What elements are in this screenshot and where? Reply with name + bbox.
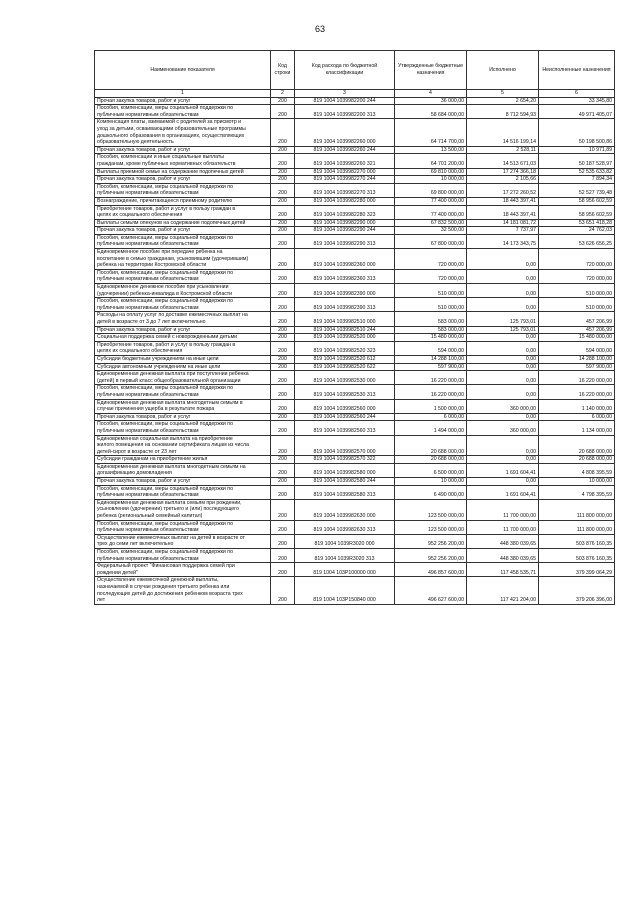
table-row xyxy=(95,269,615,283)
unexecuted-amount-cell: 52 527 739,48 xyxy=(539,183,615,197)
budget-classification-cell: 819 1004 1039982510 000 xyxy=(295,312,395,326)
approved-amount-cell: 58 684 000,00 xyxy=(395,105,467,119)
budget-classification-cell: 819 1004 1039982520 622 xyxy=(295,363,395,371)
table-row xyxy=(95,105,615,119)
table-row xyxy=(95,549,615,563)
budget-classification-cell: 819 1004 1039982580 313 xyxy=(295,485,395,499)
budget-classification-cell: 819 1004 1039982510 244 xyxy=(295,326,395,334)
budget-classification-cell: 819 1004 1039982270 244 xyxy=(295,176,395,184)
executed-amount-cell: 0,00 xyxy=(467,385,539,399)
indicator-name-cell: Пособия, компенсации, меры социальной поддержки по публичным нормативным обязательствам xyxy=(95,385,271,399)
approved-amount-cell: 77 400 000,00 xyxy=(395,197,467,205)
budget-classification-cell: 819 1004 1039982290 244 xyxy=(295,227,395,235)
table-body xyxy=(95,97,615,604)
budget-classification-cell: 819 1004 1039982570 000 xyxy=(295,435,395,456)
approved-amount-cell: 6 490 000,00 xyxy=(395,485,467,499)
unexecuted-amount-cell: 510 000,00 xyxy=(539,284,615,298)
table-row xyxy=(95,97,615,105)
line-code-cell: 200 xyxy=(271,154,295,168)
approved-amount-cell: 510 000,00 xyxy=(395,284,467,298)
executed-amount-cell: 14 173 343,75 xyxy=(467,234,539,248)
budget-classification-cell: 819 1004 1039982570 322 xyxy=(295,456,395,464)
indicator-name-cell: Выплаты семьям опекунов на содержание подопечных детей xyxy=(95,219,271,227)
unexecuted-amount-cell: 24 762,03 xyxy=(539,227,615,235)
budget-classification-cell: 819 1004 1039982290 000 xyxy=(295,219,395,227)
unexecuted-amount-cell: 10 000,00 xyxy=(539,478,615,486)
approved-amount-cell: 69 800 000,00 xyxy=(395,183,467,197)
approved-amount-cell: 14 288 100,00 xyxy=(395,355,467,363)
executed-amount-cell: 7 737,97 xyxy=(467,227,539,235)
approved-amount-cell: 15 480 000,00 xyxy=(395,334,467,342)
line-code-cell: 200 xyxy=(271,520,295,534)
indicator-name-cell: Социальная поддержка семей с новорожденными детьми xyxy=(95,334,271,342)
page-number: 63 xyxy=(314,24,325,34)
table-row xyxy=(95,413,615,421)
line-code-cell: 200 xyxy=(271,119,295,146)
executed-amount-cell: 18 443 397,41 xyxy=(467,205,539,219)
unexecuted-amount-cell: 111 800 000,00 xyxy=(539,499,615,520)
executed-amount-cell: 0,00 xyxy=(467,298,539,312)
line-code-cell: 200 xyxy=(271,234,295,248)
line-code-cell: 200 xyxy=(271,371,295,385)
budget-classification-cell: 819 1004 1039982290 313 xyxy=(295,234,395,248)
line-code-cell: 200 xyxy=(271,183,295,197)
approved-amount-cell: 36 000,00 xyxy=(395,97,467,105)
column-number-row xyxy=(95,90,615,98)
table-row xyxy=(95,421,615,435)
column-number: 4 xyxy=(395,90,467,98)
indicator-name-cell: Федеральный проект "Финансовая поддержка семей при рождении детей" xyxy=(95,563,271,577)
approved-amount-cell: 10 000,00 xyxy=(395,478,467,486)
unexecuted-amount-cell: 379 399 064,29 xyxy=(539,563,615,577)
approved-amount-cell: 952 256 200,00 xyxy=(395,534,467,548)
budget-classification-cell: 819 1004 1039982270 000 xyxy=(295,168,395,176)
budget-classification-cell: 819 1004 1039982530 000 xyxy=(295,371,395,385)
budget-classification-cell: 819 1004 1039982390 313 xyxy=(295,298,395,312)
executed-amount-cell: 0,00 xyxy=(467,478,539,486)
executed-amount-cell: 360 000,00 xyxy=(467,421,539,435)
executed-amount-cell: 14 513 671,03 xyxy=(467,154,539,168)
executed-amount-cell: 0,00 xyxy=(467,284,539,298)
executed-amount-cell: 14 516 199,14 xyxy=(467,119,539,146)
executed-amount-cell: 18 443 397,41 xyxy=(467,197,539,205)
budget-classification-cell: 819 1004 1039982360 000 xyxy=(295,249,395,270)
unexecuted-amount-cell: 16 220 000,00 xyxy=(539,385,615,399)
table-row xyxy=(95,119,615,146)
header-budget-classification: Код расхода по бюджетной классификации xyxy=(295,51,395,90)
executed-amount-cell: 17 274 366,18 xyxy=(467,168,539,176)
header-unexecuted: Неисполненные назначения xyxy=(539,51,615,90)
table-row xyxy=(95,435,615,456)
indicator-name-cell: Прочая закупка товаров, работ и услуг xyxy=(95,146,271,154)
budget-classification-cell: 819 1004 1039982200 313 xyxy=(295,105,395,119)
indicator-name-cell: Субсидии автономным учреждениям на иные цели xyxy=(95,363,271,371)
indicator-name-cell: Субсидии гражданам на приобретение жилья xyxy=(95,456,271,464)
table-row xyxy=(95,205,615,219)
line-code-cell: 200 xyxy=(271,363,295,371)
indicator-name-cell: Пособия, компенсации, меры социальной поддержки по публичным нормативным обязательствам xyxy=(95,269,271,283)
unexecuted-amount-cell: 4 808 395,59 xyxy=(539,463,615,477)
line-code-cell: 200 xyxy=(271,549,295,563)
executed-amount-cell: 2 528,11 xyxy=(467,146,539,154)
indicator-name-cell: Единовременная денежная выплата многодетным семьям на догазификацию домовладения xyxy=(95,463,271,477)
indicator-name-cell: Прочая закупка товаров, работ и услуг xyxy=(95,326,271,334)
indicator-name-cell: Выплаты приемной семье на содержание подопечных детей xyxy=(95,168,271,176)
budget-classification-cell: 819 1004 1039982260 244 xyxy=(295,146,395,154)
approved-amount-cell: 583 000,00 xyxy=(395,312,467,326)
table-row xyxy=(95,499,615,520)
line-code-cell: 200 xyxy=(271,435,295,456)
approved-amount-cell: 597 900,00 xyxy=(395,363,467,371)
indicator-name-cell: Пособия, компенсации и иные социальные выплаты гражданам, кроме публичных нормативных обязательств xyxy=(95,154,271,168)
executed-amount-cell: 448 380 039,65 xyxy=(467,549,539,563)
approved-amount-cell: 6 000,00 xyxy=(395,413,467,421)
line-code-cell: 200 xyxy=(271,456,295,464)
indicator-name-cell: Пособия, компенсации, меры социальной поддержки по публичным нормативным обязательствам xyxy=(95,549,271,563)
budget-classification-cell: 819 1004 1039982270 313 xyxy=(295,183,395,197)
approved-amount-cell: 123 500 000,00 xyxy=(395,520,467,534)
line-code-cell: 200 xyxy=(271,499,295,520)
indicator-name-cell: Единовременное денежное пособие при усыновлении (удочерении) ребенка-инвалида в Костромской области xyxy=(95,284,271,298)
indicator-name-cell: Единовременная денежная выплата при поступлении ребенка (детей) в первый класс общеобразовательной организации xyxy=(95,371,271,385)
budget-classification-cell: 819 1004 1039982580 000 xyxy=(295,463,395,477)
table-row xyxy=(95,183,615,197)
line-code-cell: 200 xyxy=(271,385,295,399)
indicator-name-cell: Прочая закупка товаров, работ и услуг xyxy=(95,227,271,235)
budget-classification-cell: 819 1004 1039982580 244 xyxy=(295,478,395,486)
line-code-cell: 200 xyxy=(271,413,295,421)
executed-amount-cell: 0,00 xyxy=(467,413,539,421)
indicator-name-cell: Расходы на оплату услуг по доставке ежемесячных выплат на детей в возрасте от 3 до 7 лет включительно xyxy=(95,312,271,326)
indicator-name-cell: Осуществление ежемесячных выплат на детей в возрасте от трех до семи лет включительно xyxy=(95,534,271,548)
table-row xyxy=(95,168,615,176)
line-code-cell: 200 xyxy=(271,269,295,283)
table-row xyxy=(95,456,615,464)
line-code-cell: 200 xyxy=(271,563,295,577)
table-row xyxy=(95,326,615,334)
executed-amount-cell: 0,00 xyxy=(467,435,539,456)
approved-amount-cell: 583 000,00 xyxy=(395,326,467,334)
header-row xyxy=(95,51,615,90)
line-code-cell: 200 xyxy=(271,197,295,205)
table-row xyxy=(95,478,615,486)
unexecuted-amount-cell: 720 000,00 xyxy=(539,249,615,270)
budget-classification-cell: 819 1004 1039982560 000 xyxy=(295,399,395,413)
table-row xyxy=(95,520,615,534)
approved-amount-cell: 720 000,00 xyxy=(395,249,467,270)
table-row xyxy=(95,341,615,355)
approved-amount-cell: 32 500,00 xyxy=(395,227,467,235)
line-code-cell: 200 xyxy=(271,577,295,604)
indicator-name-cell: Компенсация платы, взимаемой с родителей за присмотр и уход за детьми, осваивающими образовательные программы дошкольного образования в организациях, осуществляющих образовательную деятельность xyxy=(95,119,271,146)
table-row xyxy=(95,577,615,604)
line-code-cell: 200 xyxy=(271,298,295,312)
unexecuted-amount-cell: 14 288 100,00 xyxy=(539,355,615,363)
executed-amount-cell: 117 458 535,71 xyxy=(467,563,539,577)
executed-amount-cell: 0,00 xyxy=(467,334,539,342)
column-number: 3 xyxy=(295,90,395,98)
executed-amount-cell: 17 272 260,52 xyxy=(467,183,539,197)
table-row xyxy=(95,154,615,168)
approved-amount-cell: 1 494 000,00 xyxy=(395,421,467,435)
executed-amount-cell: 125 793,01 xyxy=(467,326,539,334)
line-code-cell: 200 xyxy=(271,326,295,334)
approved-amount-cell: 952 256 200,00 xyxy=(395,549,467,563)
unexecuted-amount-cell: 58 956 602,59 xyxy=(539,197,615,205)
executed-amount-cell: 14 181 081,72 xyxy=(467,219,539,227)
budget-classification-cell: 819 1004 1039982560 244 xyxy=(295,413,395,421)
table-row xyxy=(95,334,615,342)
line-code-cell: 200 xyxy=(271,219,295,227)
table-row xyxy=(95,146,615,154)
line-code-cell: 200 xyxy=(271,534,295,548)
approved-amount-cell: 496 857 600,00 xyxy=(395,563,467,577)
unexecuted-amount-cell: 52 535 633,82 xyxy=(539,168,615,176)
indicator-name-cell: Единовременная денежная выплата семьям при рождении, усыновлении (удочерении) третьего и (или) последующего ребенка (региональный семейный капитал) xyxy=(95,499,271,520)
unexecuted-amount-cell: 58 956 602,59 xyxy=(539,205,615,219)
budget-classification-cell: 819 1004 1039982260 321 xyxy=(295,154,395,168)
unexecuted-amount-cell: 1 140 000,00 xyxy=(539,399,615,413)
budget-classification-cell: 819 1004 103P100000 000 xyxy=(295,563,395,577)
budget-classification-cell: 819 1004 1039982560 313 xyxy=(295,421,395,435)
executed-amount-cell: 360 000,00 xyxy=(467,399,539,413)
indicator-name-cell: Вознаграждение, причитающееся приемному родителю xyxy=(95,197,271,205)
indicator-name-cell: Прочая закупка товаров, работ и услуг xyxy=(95,478,271,486)
approved-amount-cell: 496 627 600,00 xyxy=(395,577,467,604)
budget-execution-table xyxy=(94,50,615,605)
table-row xyxy=(95,371,615,385)
executed-amount-cell: 11 700 000,00 xyxy=(467,499,539,520)
approved-amount-cell: 77 400 000,00 xyxy=(395,205,467,219)
indicator-name-cell: Единовременная социальная выплата на приобретение жилого помещения на основании сертификата лицам из числа детей-сирот в возрасте от 23 лет xyxy=(95,435,271,456)
indicator-name-cell: Единовременное пособие при передаче ребенка на воспитание в семью гражданам, усыновившим (удочерившим) ребенка на территории Костромской области xyxy=(95,249,271,270)
unexecuted-amount-cell: 720 000,00 xyxy=(539,269,615,283)
column-number: 6 xyxy=(539,90,615,98)
line-code-cell: 200 xyxy=(271,205,295,219)
executed-amount-cell: 11 700 000,00 xyxy=(467,520,539,534)
executed-amount-cell: 0,00 xyxy=(467,341,539,355)
budget-classification-cell: 819 1004 1039982520 323 xyxy=(295,341,395,355)
unexecuted-amount-cell: 33 345,80 xyxy=(539,97,615,105)
unexecuted-amount-cell: 457 206,99 xyxy=(539,312,615,326)
approved-amount-cell: 720 000,00 xyxy=(395,269,467,283)
table-row xyxy=(95,355,615,363)
budget-classification-cell: 819 1004 1039982280 323 xyxy=(295,205,395,219)
executed-amount-cell: 8 712 594,93 xyxy=(467,105,539,119)
indicator-name-cell: Пособия, компенсации, меры социальной поддержки по публичным нормативным обязательствам xyxy=(95,105,271,119)
budget-classification-cell: 819 1004 1039982630 000 xyxy=(295,499,395,520)
line-code-cell: 200 xyxy=(271,485,295,499)
approved-amount-cell: 16 220 000,00 xyxy=(395,371,467,385)
line-code-cell: 200 xyxy=(271,421,295,435)
approved-amount-cell: 67 832 500,00 xyxy=(395,219,467,227)
indicator-name-cell: Субсидии бюджетным учреждениям на иные цели xyxy=(95,355,271,363)
executed-amount-cell: 0,00 xyxy=(467,269,539,283)
table-row xyxy=(95,298,615,312)
indicator-name-cell: Прочая закупка товаров, работ и услуг xyxy=(95,176,271,184)
table-row xyxy=(95,219,615,227)
approved-amount-cell: 69 810 000,00 xyxy=(395,168,467,176)
unexecuted-amount-cell: 379 206 396,00 xyxy=(539,577,615,604)
table-row xyxy=(95,227,615,235)
executed-amount-cell: 2 105,66 xyxy=(467,176,539,184)
executed-amount-cell: 0,00 xyxy=(467,363,539,371)
unexecuted-amount-cell: 50 187 528,97 xyxy=(539,154,615,168)
table-row xyxy=(95,534,615,548)
header-line-code: Код строки xyxy=(271,51,295,90)
indicator-name-cell: Приобретение товаров, работ и услуг в пользу граждан в целях их социального обеспечения xyxy=(95,341,271,355)
line-code-cell: 200 xyxy=(271,146,295,154)
budget-classification-cell: 819 1004 1039982630 313 xyxy=(295,520,395,534)
header-approved: Утвержденные бюджетные назначения xyxy=(395,51,467,90)
indicator-name-cell: Пособия, компенсации, меры социальной поддержки по публичным нормативным обязательствам xyxy=(95,234,271,248)
budget-classification-cell: 819 1004 1039982280 000 xyxy=(295,197,395,205)
line-code-cell: 200 xyxy=(271,478,295,486)
header-indicator-name: Наименование показателя xyxy=(95,51,271,90)
unexecuted-amount-cell: 15 480 000,00 xyxy=(539,334,615,342)
executed-amount-cell: 0,00 xyxy=(467,371,539,385)
line-code-cell: 200 xyxy=(271,463,295,477)
table-row xyxy=(95,249,615,270)
unexecuted-amount-cell: 1 134 000,00 xyxy=(539,421,615,435)
budget-classification-cell: 819 1004 1039982200 244 xyxy=(295,97,395,105)
line-code-cell: 200 xyxy=(271,97,295,105)
line-code-cell: 200 xyxy=(271,399,295,413)
table-row xyxy=(95,197,615,205)
unexecuted-amount-cell: 7 894,34 xyxy=(539,176,615,184)
approved-amount-cell: 20 688 000,00 xyxy=(395,456,467,464)
executed-amount-cell: 117 421 204,00 xyxy=(467,577,539,604)
unexecuted-amount-cell: 4 798 395,59 xyxy=(539,485,615,499)
column-number: 5 xyxy=(467,90,539,98)
approved-amount-cell: 13 500,00 xyxy=(395,146,467,154)
approved-amount-cell: 594 000,00 xyxy=(395,341,467,355)
line-code-cell: 200 xyxy=(271,249,295,270)
budget-classification-cell: 819 1004 103P150840 000 xyxy=(295,577,395,604)
indicator-name-cell: Пособия, компенсации, меры социальной поддержки по публичным нормативным обязательствам xyxy=(95,298,271,312)
unexecuted-amount-cell: 49 971 405,07 xyxy=(539,105,615,119)
unexecuted-amount-cell: 50 198 500,86 xyxy=(539,119,615,146)
executed-amount-cell: 1 691 604,41 xyxy=(467,485,539,499)
unexecuted-amount-cell: 6 000,00 xyxy=(539,413,615,421)
column-number: 2 xyxy=(271,90,295,98)
approved-amount-cell: 64 714 700,00 xyxy=(395,119,467,146)
table-row xyxy=(95,363,615,371)
line-code-cell: 200 xyxy=(271,168,295,176)
executed-amount-cell: 0,00 xyxy=(467,249,539,270)
executed-amount-cell: 2 654,20 xyxy=(467,97,539,105)
table-row xyxy=(95,399,615,413)
line-code-cell: 200 xyxy=(271,355,295,363)
budget-classification-cell: 819 1004 1039982360 313 xyxy=(295,269,395,283)
unexecuted-amount-cell: 503 876 160,35 xyxy=(539,549,615,563)
unexecuted-amount-cell: 457 206,99 xyxy=(539,326,615,334)
approved-amount-cell: 16 220 000,00 xyxy=(395,385,467,399)
table-row xyxy=(95,485,615,499)
unexecuted-amount-cell: 594 000,00 xyxy=(539,341,615,355)
executed-amount-cell: 125 793,01 xyxy=(467,312,539,326)
indicator-name-cell: Пособия, компенсации, меры социальной поддержки по публичным нормативным обязательствам xyxy=(95,485,271,499)
table-row xyxy=(95,284,615,298)
budget-classification-cell: 819 1004 1039R3020 313 xyxy=(295,549,395,563)
indicator-name-cell: Прочая закупка товаров, работ и услуг xyxy=(95,413,271,421)
unexecuted-amount-cell: 503 876 160,35 xyxy=(539,534,615,548)
indicator-name-cell: Единовременная денежная выплата многодетным семьям в случае причинения ущерба в результате пожара xyxy=(95,399,271,413)
budget-classification-cell: 819 1004 1039R3020 000 xyxy=(295,534,395,548)
unexecuted-amount-cell: 111 800 000,00 xyxy=(539,520,615,534)
budget-classification-cell: 819 1004 1039982260 000 xyxy=(295,119,395,146)
unexecuted-amount-cell: 597 900,00 xyxy=(539,363,615,371)
unexecuted-amount-cell: 53 626 656,25 xyxy=(539,234,615,248)
approved-amount-cell: 20 688 000,00 xyxy=(395,435,467,456)
unexecuted-amount-cell: 10 971,89 xyxy=(539,146,615,154)
budget-classification-cell: 819 1004 1039982520 000 xyxy=(295,334,395,342)
budget-classification-cell: 819 1004 1039982520 612 xyxy=(295,355,395,363)
approved-amount-cell: 64 701 200,00 xyxy=(395,154,467,168)
indicator-name-cell: Пособия, компенсации, меры социальной поддержки по публичным нормативным обязательствам xyxy=(95,421,271,435)
line-code-cell: 200 xyxy=(271,312,295,326)
indicator-name-cell: Приобретение товаров, работ и услуг в пользу граждан в целях их социального обеспечения xyxy=(95,205,271,219)
budget-classification-cell: 819 1004 1039982390 000 xyxy=(295,284,395,298)
unexecuted-amount-cell: 510 000,00 xyxy=(539,298,615,312)
budget-classification-cell: 819 1004 1039982530 313 xyxy=(295,385,395,399)
approved-amount-cell: 10 000,00 xyxy=(395,176,467,184)
table-row xyxy=(95,176,615,184)
approved-amount-cell: 1 500 000,00 xyxy=(395,399,467,413)
line-code-cell: 200 xyxy=(271,284,295,298)
approved-amount-cell: 123 500 000,00 xyxy=(395,499,467,520)
line-code-cell: 200 xyxy=(271,176,295,184)
table-row xyxy=(95,463,615,477)
header-executed: Исполнено xyxy=(467,51,539,90)
table-row xyxy=(95,312,615,326)
executed-amount-cell: 1 691 604,41 xyxy=(467,463,539,477)
approved-amount-cell: 510 000,00 xyxy=(395,298,467,312)
line-code-cell: 200 xyxy=(271,105,295,119)
executed-amount-cell: 448 380 039,65 xyxy=(467,534,539,548)
indicator-name-cell: Осуществление ежемесячной денежной выплаты, назначаемой в случае рождения третьего ребенка или последующих детей до достижения ребенком возраста трех лет xyxy=(95,577,271,604)
approved-amount-cell: 6 500 000,00 xyxy=(395,463,467,477)
executed-amount-cell: 0,00 xyxy=(467,355,539,363)
executed-amount-cell: 0,00 xyxy=(467,456,539,464)
unexecuted-amount-cell: 16 220 000,00 xyxy=(539,371,615,385)
table-row xyxy=(95,234,615,248)
approved-amount-cell: 67 800 000,00 xyxy=(395,234,467,248)
indicator-name-cell: Пособия, компенсации, меры социальной поддержки по публичным нормативным обязательствам xyxy=(95,183,271,197)
unexecuted-amount-cell: 20 688 000,00 xyxy=(539,435,615,456)
column-number: 1 xyxy=(95,90,271,98)
unexecuted-amount-cell: 53 651 418,28 xyxy=(539,219,615,227)
table-row xyxy=(95,563,615,577)
line-code-cell: 200 xyxy=(271,227,295,235)
unexecuted-amount-cell: 20 688 000,00 xyxy=(539,456,615,464)
line-code-cell: 200 xyxy=(271,341,295,355)
line-code-cell: 200 xyxy=(271,334,295,342)
table-row xyxy=(95,385,615,399)
indicator-name-cell: Прочая закупка товаров, работ и услуг xyxy=(95,97,271,105)
indicator-name-cell: Пособия, компенсации, меры социальной поддержки по публичным нормативным обязательствам xyxy=(95,520,271,534)
